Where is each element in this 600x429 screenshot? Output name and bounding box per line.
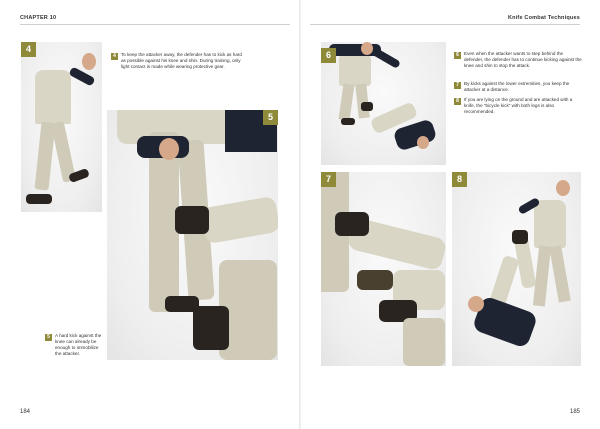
kicking-leg-figure <box>200 196 278 244</box>
photo-number-badge: 6 <box>321 48 336 63</box>
leg-figure <box>355 84 369 119</box>
leg-figure <box>533 246 551 307</box>
vest-figure <box>339 52 371 86</box>
caption-number-badge: 6 <box>454 52 461 59</box>
caption-number-badge: 5 <box>45 334 52 341</box>
photo-6 <box>321 42 446 165</box>
head-figure <box>417 136 429 149</box>
photo-number-badge: 5 <box>263 110 278 125</box>
caption-text: By kicks against the lower extremities, you keep the attacker at a distance. <box>464 81 570 92</box>
boot-figure <box>193 306 229 350</box>
chapter-header: CHAPTER 10 <box>20 15 57 21</box>
boot-figure <box>357 270 393 290</box>
leg-figure <box>339 83 355 120</box>
caption-text: A hard kick against the knee can already be enough to immobilize the attacker. <box>55 333 102 356</box>
boot-figure <box>361 102 373 111</box>
arm-figure <box>371 47 401 69</box>
header-rule <box>310 24 580 25</box>
caption-text: If you are lying on the ground and are attacked with a knife, the "bicycle kick" with both legs is also recommended. <box>464 97 573 114</box>
vest-figure <box>35 70 71 124</box>
left-page <box>0 0 299 429</box>
page-number: 185 <box>569 409 580 415</box>
photo-8 <box>452 172 581 366</box>
caption-number-badge: 4 <box>111 53 118 60</box>
caption-number-badge: 7 <box>454 82 461 89</box>
leg-figure <box>549 245 571 302</box>
head-figure <box>159 138 179 160</box>
photo-7 <box>321 172 446 366</box>
head-figure <box>468 296 484 312</box>
header-rule <box>20 24 290 25</box>
caption-text: Even when the attacker wants to step behind the defender, the defender has to continue kicking against the knee and shin to stop the attack. <box>464 51 582 68</box>
chapter-header: Knife Combat Techniques <box>507 15 580 21</box>
vest-figure <box>534 200 566 248</box>
boot-figure <box>512 230 528 244</box>
boot-figure <box>175 206 209 234</box>
caption-text: To keep the attacker away, the defender has to kick as hard as possible against his knee and shin. During training, only light contact is made while wearing protective gear. <box>121 52 242 69</box>
photo-5 <box>107 110 278 360</box>
photo-number-badge: 7 <box>321 172 336 187</box>
boot-figure <box>341 118 355 125</box>
photo-number-badge: 8 <box>452 172 467 187</box>
head-figure <box>82 53 96 70</box>
photo-number-badge: 4 <box>21 42 36 57</box>
boot-figure <box>335 212 369 236</box>
right-page <box>301 0 600 429</box>
caption-number-badge: 8 <box>454 98 461 105</box>
photo-4 <box>21 42 102 212</box>
leg-figure <box>403 318 445 366</box>
head-figure <box>556 180 570 196</box>
boot-figure <box>26 194 52 204</box>
page-number: 184 <box>20 409 31 415</box>
